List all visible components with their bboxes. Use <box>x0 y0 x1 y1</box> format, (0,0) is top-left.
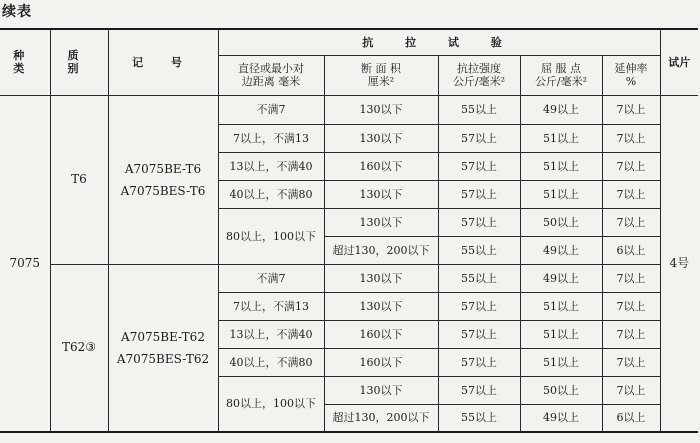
table-cell-strength: 57以上 <box>438 124 520 152</box>
symbol-t6 <box>108 95 218 264</box>
table-cell-dim: 7以上，不满13 <box>218 124 324 152</box>
table-cell-yield: 49以上 <box>520 236 602 264</box>
table-cell-dim: 80以上，100以下 <box>218 376 324 432</box>
table-cell-elong: 6以上 <box>602 236 660 264</box>
table-cell-strength: 57以上 <box>438 180 520 208</box>
table-cell-elong: 6以上 <box>602 404 660 432</box>
table-cell-area: 超过130，200以下 <box>324 404 438 432</box>
table-cell-area: 130以下 <box>324 95 438 124</box>
table-cell-yield: 51以上 <box>520 124 602 152</box>
table-cell-area: 130以下 <box>324 124 438 152</box>
table-cell-yield: 50以上 <box>520 376 602 404</box>
table-cell-area: 130以下 <box>324 180 438 208</box>
header-strength <box>438 55 520 95</box>
header-specimen: 试片 <box>660 29 698 95</box>
header-area <box>324 55 438 95</box>
table-cell-area: 160以下 <box>324 152 438 180</box>
grade-t62: T62③ <box>50 264 108 432</box>
header-diameter-line2: 边距离 毫米 <box>241 75 301 88</box>
table-cell-elong: 7以上 <box>602 320 660 348</box>
tensile-test-table <box>0 28 698 433</box>
specimen-cell: 4号 <box>660 95 698 432</box>
table-cell-area: 130以下 <box>324 208 438 236</box>
symbol-t6-line1: A7075BE-T6 <box>124 161 202 176</box>
header-tensile-test: 抗 拉 试 验 <box>218 29 660 55</box>
header-symbol: 记 号 <box>108 29 218 95</box>
table-cell-yield: 51以上 <box>520 152 602 180</box>
table-cell-elong: 7以上 <box>602 124 660 152</box>
table-cell-elong: 7以上 <box>602 376 660 404</box>
symbol-t62-line1: A7075BE-T62 <box>121 329 205 344</box>
table-cell-dim: 不满7 <box>218 95 324 124</box>
table-cell-area: 160以下 <box>324 320 438 348</box>
table-cell-dim: 7以上，不满13 <box>218 292 324 320</box>
table-cell-elong: 7以上 <box>602 208 660 236</box>
symbol-t62-line2: A7075BES-T62 <box>116 351 210 366</box>
table-cell-elong: 7以上 <box>602 264 660 292</box>
header-strength-line1: 抗拉强度 <box>457 62 501 75</box>
header-area-line1: 断 面 积 <box>361 62 401 75</box>
table-cell-dim: 40以上，不满80 <box>218 180 324 208</box>
header-strength-line2: 公斤/毫米² <box>452 75 506 88</box>
table-cell-elong: 7以上 <box>602 180 660 208</box>
header-elongation-line1: 延伸率 <box>614 62 648 75</box>
table-cell-elong: 7以上 <box>602 348 660 376</box>
header-grade: 质 别 <box>50 29 108 95</box>
table-cell-dim: 80以上，100以下 <box>218 208 324 264</box>
symbol-t6-line2: A7075BES-T6 <box>120 183 206 198</box>
page-title: 续表 <box>2 4 32 20</box>
header-diameter <box>218 55 324 95</box>
table-cell-strength: 57以上 <box>438 376 520 404</box>
header-yield-line1: 屈 服 点 <box>541 62 581 75</box>
table-cell-strength: 57以上 <box>438 292 520 320</box>
table-cell-yield: 51以上 <box>520 320 602 348</box>
grade-t6: T6 <box>50 95 108 264</box>
table-cell-area: 超过130，200以下 <box>324 236 438 264</box>
header-elongation <box>602 55 660 95</box>
table-cell-strength: 57以上 <box>438 208 520 236</box>
table-cell-area: 130以下 <box>324 292 438 320</box>
table-cell-dim: 40以上，不满80 <box>218 348 324 376</box>
table-cell-area: 160以下 <box>324 348 438 376</box>
table-cell-yield: 51以上 <box>520 180 602 208</box>
header-diameter-line1: 直径或最小对 <box>238 62 304 75</box>
table-cell-strength: 57以上 <box>438 320 520 348</box>
symbol-t62 <box>108 264 218 432</box>
table-cell-yield: 50以上 <box>520 208 602 236</box>
table-cell-elong: 7以上 <box>602 95 660 124</box>
table-cell-strength: 55以上 <box>438 404 520 432</box>
table-cell-area: 130以下 <box>324 264 438 292</box>
table-cell-dim: 不满7 <box>218 264 324 292</box>
table-cell-dim: 13以上，不满40 <box>218 152 324 180</box>
table-cell-elong: 7以上 <box>602 152 660 180</box>
header-yield <box>520 55 602 95</box>
table-cell-yield: 51以上 <box>520 292 602 320</box>
table-cell-strength: 57以上 <box>438 152 520 180</box>
table-cell-strength: 55以上 <box>438 236 520 264</box>
header-area-line2: 厘米² <box>367 75 395 88</box>
header-yield-line2: 公斤/毫米² <box>534 75 588 88</box>
kind-cell: 7075 <box>0 95 50 432</box>
table-cell-strength: 55以上 <box>438 95 520 124</box>
table-cell-strength: 57以上 <box>438 348 520 376</box>
table-cell-dim: 13以上，不满40 <box>218 320 324 348</box>
table-cell-strength: 55以上 <box>438 264 520 292</box>
header-kind: 种 类 <box>0 29 50 95</box>
table-cell-yield: 51以上 <box>520 348 602 376</box>
table-cell-elong: 7以上 <box>602 292 660 320</box>
table-cell-yield: 49以上 <box>520 264 602 292</box>
header-elongation-line2: % <box>625 75 637 88</box>
table-cell-yield: 49以上 <box>520 404 602 432</box>
table-cell-yield: 49以上 <box>520 95 602 124</box>
table-cell-area: 130以下 <box>324 376 438 404</box>
